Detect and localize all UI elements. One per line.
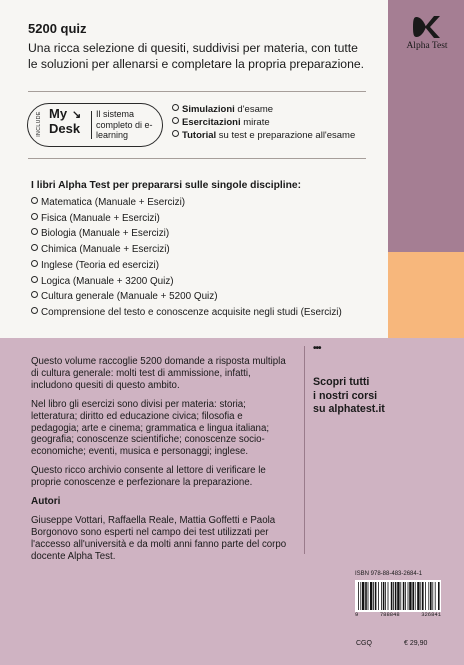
mydesk-title-my: My (49, 106, 68, 121)
feature-item: Esercitazioni mirate (172, 116, 355, 129)
barcode-bar (403, 582, 405, 610)
mydesk-separator (91, 111, 92, 139)
description-paragraph: Nel libro gli esercizi sono divisi per materia: storia; letteratura; diritto ed educazione civica; filosofia e pedagogia; arte e cinema; grammatica e lingua italiana; geografia; conoscenze scientifiche; conoscenze socio-economiche; eventi, musica e personaggi; inglese. (31, 398, 270, 458)
barcode-bar (378, 582, 379, 610)
barcode-bar (373, 582, 374, 610)
barcode-bar (415, 582, 416, 610)
dots-icon: ••• (313, 343, 321, 354)
barcode-bar (425, 582, 426, 610)
feature-item: Tutorial su test e preparazione all'esame (172, 129, 355, 142)
barcode-bar (383, 582, 385, 610)
book-item: Matematica (Manuale + Esercizi) (31, 195, 342, 211)
features-list (172, 103, 355, 142)
book-item: Inglese (Teoria ed esercizi) (31, 258, 342, 274)
authors-text: Giuseppe Vottari, Raffaella Reale, Mattia Goffetti e Paola Borgonovo sono esperti nel campo dei test utilizzati per l'accesso all'università e da molti anni fanno parte del corpo docente Alpha Test. (31, 514, 287, 562)
isbn-label: ISBN 978-88-483-2684-1 (355, 571, 423, 577)
barcode-bar (438, 582, 440, 610)
barcode-bar (409, 582, 411, 610)
barcode-bar (370, 582, 372, 610)
publisher-logo (400, 14, 454, 51)
book-item: Biologia (Manuale + Esercizi) (31, 226, 342, 242)
barcode-bar (435, 582, 436, 610)
barcode-bar (362, 582, 364, 610)
barcode-bars (355, 580, 441, 612)
mydesk-badge (27, 103, 163, 147)
bullet-icon (31, 260, 38, 267)
alpha-logo-icon (412, 14, 442, 40)
publisher-name: Alpha Test (406, 41, 448, 51)
barcode-bar (360, 582, 361, 610)
book-item: Comprensione del testo e conoscenze acquisite negli studi (Esercizi) (31, 305, 342, 321)
barcode-bar (358, 582, 359, 610)
barcode-bar (388, 582, 389, 610)
barcode-bar (381, 582, 382, 610)
barcode-bar (397, 582, 399, 610)
description-block (31, 356, 293, 570)
price: € 29,90 (404, 640, 428, 647)
divider-middle (28, 158, 366, 159)
bullet-icon (31, 276, 38, 283)
barcode-bar (393, 582, 394, 610)
book-item: Cultura generale (Manuale + 5200 Quiz) (31, 289, 342, 305)
barcode-bar (412, 582, 414, 610)
vertical-divider (304, 346, 305, 554)
bullet-icon (172, 117, 179, 124)
barcode-bar (375, 582, 377, 610)
barcode-bar (422, 582, 424, 610)
barcode-bar (420, 582, 421, 610)
barcode-bar (405, 582, 406, 610)
barcode-bar (365, 582, 367, 610)
books-heading: I libri Alpha Test per prepararsi sulle singole discipline: (31, 180, 302, 191)
barcode-bar (368, 582, 369, 610)
books-list (31, 195, 342, 321)
bullet-icon (31, 197, 38, 204)
barcode-bar (417, 582, 419, 610)
bullet-icon (31, 307, 38, 314)
description-paragraph: Questo ricco archivio consente al lettore di verificare le proprie conoscenze e perfezionare la preparazione. (31, 465, 266, 489)
barcode (355, 580, 441, 612)
intro-text: Una ricca selezione di quesiti, suddivisi per materia, con tutte le soluzioni per allenarsi e completare la propria preparazione. (28, 41, 365, 71)
mydesk-title-desk: Desk (49, 121, 81, 136)
bullet-icon (31, 228, 38, 235)
book-item: Logica (Manuale + 3200 Quiz) (31, 274, 342, 290)
promo-website: su alphatest.it (313, 403, 385, 415)
bullet-icon (172, 104, 179, 111)
bullet-icon (31, 291, 38, 298)
barcode-bar (430, 582, 432, 610)
bullet-icon (31, 213, 38, 220)
promo-text: Scopri tutti i nostri corsi su alphatest.it (313, 376, 385, 415)
book-title: 5200 quiz (28, 21, 87, 36)
feature-item: Simulazioni d'esame (172, 103, 355, 116)
authors-heading: Autori (31, 496, 61, 508)
barcode-bar (428, 582, 429, 610)
barcode-digits: 9 788848 326841 (355, 611, 441, 618)
barcode-bar (385, 582, 386, 610)
product-code: CGQ (356, 640, 372, 647)
barcode-bar (391, 582, 393, 610)
side-band-orange (388, 252, 464, 338)
bullet-icon (172, 130, 179, 137)
book-item: Fisica (Manuale + Esercizi) (31, 211, 342, 227)
mydesk-description: Il sistema completo di e-learning (96, 109, 153, 140)
barcode-bar (432, 582, 433, 610)
arrow-down-right-icon: ↘ (72, 109, 82, 121)
description-paragraph: Questo volume raccoglie 5200 domande a risposta multipla di cultura generale: molti test di ammissione, infatti, includono quesiti di questo ambito. (31, 356, 286, 391)
barcode-bar (400, 582, 401, 610)
barcode-bar (395, 582, 397, 610)
barcode-bar (408, 582, 409, 610)
book-item: Chimica (Manuale + Esercizi) (31, 242, 342, 258)
bullet-icon (31, 244, 38, 251)
divider-top (28, 91, 366, 92)
mydesk-include-label: INCLUDE (35, 111, 42, 137)
